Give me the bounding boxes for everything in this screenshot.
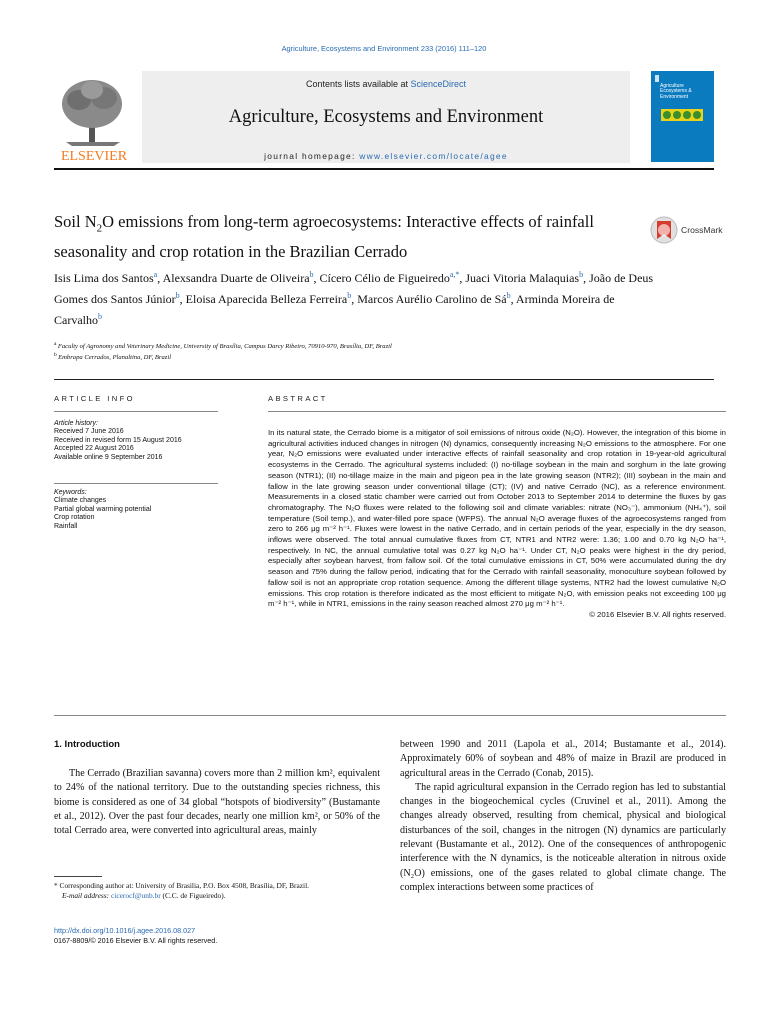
paper-title: Soil $N_2O$ emissions from long-term agroecosystems: Interactive effects of rainfall seasonality and crop rotation in the Brazilian Cerrado	[54, 212, 594, 262]
crossmark-badge[interactable]	[650, 215, 730, 245]
section-heading: 1. Introduction	[54, 739, 120, 750]
author-name: Juaci Vitoria Malaquias	[465, 271, 580, 285]
author-name: Arminda Moreira de Carvalho	[54, 292, 615, 327]
divider	[54, 379, 714, 380]
author-name: João de Deus Gomes dos Santos Júnior	[54, 271, 654, 306]
author-name: Eloisa Aparecida Belleza Ferreira	[185, 292, 348, 306]
journal-reference[interactable]: Agriculture, Ecosystems and Environment 233 (2016) 111–120	[281, 44, 487, 53]
publisher-name: ELSEVIER	[60, 149, 128, 162]
masthead-box	[142, 71, 630, 163]
affiliation-marker[interactable]: a,*	[449, 270, 460, 279]
crossmark-icon	[650, 215, 678, 245]
author-name: Isis Lima dos Santos	[54, 271, 154, 285]
journal-header	[54, 71, 714, 163]
divider	[268, 411, 726, 412]
corresponding-author: * Corresponding author at: University of Brasilia, P.O. Box 4508, Brasília, DF, Brazil.	[54, 881, 309, 890]
contents-line: Contents lists available at ScienceDirect	[305, 79, 467, 89]
right-column	[400, 738, 726, 895]
divider	[54, 411, 218, 412]
affiliation-marker[interactable]: b	[506, 291, 511, 300]
abstract-copyright: © 2016 Elsevier B.V. All rights reserved.	[589, 609, 726, 619]
affiliation-marker[interactable]: b	[579, 270, 584, 279]
footnote	[54, 881, 384, 901]
paragraph: The rapid agricultural expansion in the Cerrado region has led to substantial changes in the biogeochemical cycles (Cruvinel et al., 2011). Among the changes already observed, resulting from chemical, physical and biological disturbances of the soil, changes in the nitrogen (N) dynamics are particularly relevant (Bustamante et al., 2012). One of the consequences of anthropogenic interference with the N dynamics, is the noticeable alteration in nitrous oxide (N₂O) emissions, one of the gases related to global climate change. The complex interactions between some practices of	[400, 781, 726, 893]
affiliation-marker[interactable]: a	[153, 270, 158, 279]
journal-cover[interactable]	[651, 71, 714, 162]
keyword: Rainfall	[54, 522, 78, 530]
abstract-heading: ABSTRACT	[268, 394, 328, 403]
affiliation: $^a$ Faculty of Agronomy and Veterinary Medicine, University of Brasília, Campus Darcy Ribeiro, 70910-970, Brasília, DF, Brazil	[54, 341, 392, 351]
email-link[interactable]: cicerocf@unb.br	[111, 890, 161, 900]
history-item: Accepted 22 August 2016	[54, 445, 134, 453]
author-name: Marcos Aurélio Carolino de Sá	[357, 292, 507, 306]
keywords	[54, 489, 224, 531]
affiliation-marker[interactable]: b	[175, 291, 180, 300]
divider	[54, 715, 726, 716]
abstract-body	[268, 428, 726, 621]
keywords-label: Keywords:	[54, 489, 87, 496]
history-label: Article history:	[54, 420, 98, 427]
divider	[54, 483, 218, 484]
affiliations	[54, 340, 654, 362]
history-item: Available online 9 September 2016	[54, 453, 163, 461]
author-list: Isis Lima dos Santos$^a$, Alexsandra Duarte de Oliveira$^b$, Cícero Célio de Figueiredo$^{a,*}$, Juaci Vitoria Malaquias$^b$, João de Deus Gomes dos Santos Júnior$^b$, Eloisa Aparecida Belleza Ferreira$^b$, Marcos Aurélio Carolino de $Sá^b$, Arminda Moreira de Carvalho$^b$	[54, 270, 654, 327]
keyword: Partial global warming potential	[54, 505, 152, 513]
keyword: Crop rotation	[54, 514, 95, 522]
author-name: Alexsandra Duarte de Oliveira	[162, 271, 310, 285]
affiliation-marker[interactable]: b	[347, 291, 352, 300]
author-name: Cícero Célio de Figueiredo	[319, 271, 450, 285]
header-rule	[54, 168, 714, 170]
doi-link[interactable]: http://dx.doi.org/10.1016/j.agee.2016.08.027	[54, 926, 196, 935]
left-column	[54, 767, 380, 838]
issn-line: 0167-8809/© 2016 Elsevier B.V. All rights reserved.	[54, 935, 218, 945]
article-history	[54, 420, 224, 462]
history-item: Received 7 June 2016	[54, 428, 124, 436]
paragraph: The Cerrado (Brazilian savanna) covers more than 2 million km², equivalent to 24% of the national territory. Due to the outstanding species richness, this biome is considered as one of 34 global “hotspots of biodiversity” (Bustamante et al., 2012). Over the past four decades, nearly one million km², or 50% of the total Cerrado area, were converted into agricultural areas, mainly	[54, 768, 380, 837]
article-info-heading: ARTICLE INFO	[54, 394, 135, 403]
affiliation: $^b$ Embrapa Cerrados, Planaltina, DF, Brazil	[54, 352, 172, 362]
history-item: Received in revised form 15 August 2016	[54, 436, 182, 444]
footnote-rule	[54, 876, 102, 877]
affiliation-marker[interactable]: b	[309, 270, 314, 279]
cover-title: Agriculture Ecosystems & Environment	[660, 83, 692, 100]
journal-homepage: journal homepage: www.elsevier.com/locate/agee	[264, 151, 508, 161]
keyword: Climate changes	[54, 497, 107, 505]
paragraph: between 1990 and 2011 (Lapola et al., 2014; Bustamante et al., 2014). Approximately 60% of soybean and 48% of maize in Brazil are produced in agricultural areas in the Cerrado (Conab, 2015).	[400, 739, 726, 779]
email-line: E-mail address: cicerocf@unb.br (C.C. de Figueiredo).	[62, 890, 226, 900]
abstract-text: In its natural state, the Cerrado biome is a mitigator of soil emissions of nitrous oxide (N₂O). However, the integration of this biome in agricultural activities induced changes in nitrogen (N) dynamics, consequently increasing N₂O emissions to the atmosphere. For one year, N₂O emissions were evaluated under interactive effects of rainfall seasonality and crop rotation in 19-year-old agricultural ecosystems in the Cerrado. The agricultural systems included: (I) no-tillage soybean in the main and sorghum in the late growing season (NTR1); (II) no-tillage maize in the main and pigeon pea in the late growing season (NTR2); (III) soybean in the main and fallow in the late growing season under conventional tillage (CT); (IV) and native Cerrado (NC), as a reference environment. Measurements in a closed static chamber were carried out from October 2013 to September 2014 to determine the fluxes by gas chromatography. The N₂O fluxes were related to the following soil and climate variables: nitrate (NO₃⁻), ammonium (NH₄⁺), soil temperature (Soil temp.), and water-filled pore space (WFPS). The annual N₂O average fluxes of the agroecosystems ranged from zero to 266 μg m⁻² h⁻¹. Fluxes were lowest in the native Cerrado, and in certain periods of the year, especially in the dry season, inflows were observed. The total annual cumulative fluxes from CT, NTR1 and NTR2 were: 1.36; 1.00 and 0.70 kg N₂O ha⁻¹, respectively. In NC, the annual cumulative total was 0.27 kg N₂O ha⁻¹. Under CT, N₂O peaks were highest in the dry period, especially after soybean harvest, from fallow soil. Of the total cumulative emissions in CT, 50% were accumulated during the dry season and 75% during the fallow period, indicating that for the Cerrado with rainfall seasonality, monoculture soybean followed by fallow soil is not an appropriate crop rotation sequence. Among the different tillage systems, NTR2 had the lowest cumulative N₂O emissions. This crop rotation is therefore indicated as the most efficient to mitigate N₂O, with emission peaks not exceeding 100 μg m⁻² h⁻¹, while in NTR1, emissions in the rainy season reached almost 270 μg m⁻² h⁻¹.	[268, 428, 726, 609]
sciencedirect-link[interactable]: ScienceDirect	[410, 79, 467, 89]
affiliation-marker[interactable]: b	[98, 312, 102, 321]
crossmark-label: CrossMark	[681, 225, 723, 235]
homepage-link[interactable]: www.elsevier.com/locate/agee	[359, 151, 508, 161]
journal-title: Agriculture, Ecosystems and Environment	[228, 107, 544, 127]
elsevier-logo	[54, 76, 134, 162]
doi-block	[54, 926, 384, 946]
